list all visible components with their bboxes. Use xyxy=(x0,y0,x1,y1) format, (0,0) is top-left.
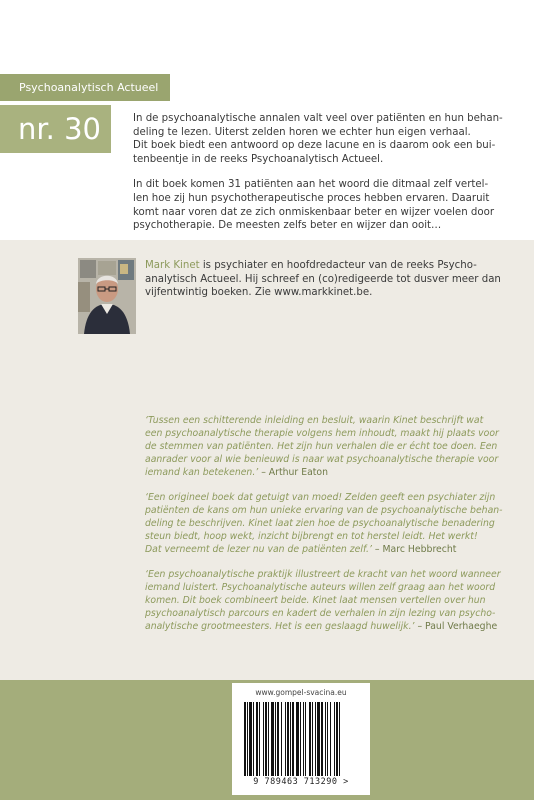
barcode-box xyxy=(232,683,370,795)
review-quotes xyxy=(145,414,523,645)
author-name: Mark Kinet xyxy=(145,260,200,271)
series-number: nr. 30 xyxy=(0,105,111,153)
review-quote-author: – Arthur Eaton xyxy=(258,467,328,478)
author-bio-text: is psychiater en hoofdredacteur van de reeks Psycho- analytisch Actueel. Hij schreef en (co)redigeerde tot dusver meer dan vijfentwintig boeken. Zie www.markkinet.be. xyxy=(145,260,501,299)
review-quote-text: ‘Tussen een schitterende inleiding en besluit, waarin Kinet beschrijft wat een psychoanalytische therapie volgens hem inhoudt, maakt hij plaats voor de stemmen van patiënten. Het zijn hun verhalen die er écht toe doen. Een aanrader voor al wie benieuwd is naar wat psychoanalytische therapie voor iemand kan betekenen.’ xyxy=(145,415,499,478)
review-quote xyxy=(145,568,523,633)
review-quote xyxy=(145,414,523,479)
review-quote-author: – Marc Hebbrecht xyxy=(371,544,457,555)
intro-paragraph-2: In dit boek komen 31 patiënten aan het woord die ditmaal zelf vertel- len hoe zij hun psychotherapeutische proces hebben ervaren. Daaruit komt naar voren dat ze zich onmiskenbaar beter en wijzer voelen door psychotherapie. De meesten zelfs beter en wijzer dan ooit… xyxy=(133,179,495,232)
isbn-number: 9 789463 713290 > xyxy=(253,777,349,787)
author-photo xyxy=(78,258,136,334)
author-bio xyxy=(145,259,515,300)
author-portrait-image xyxy=(78,258,136,334)
isbn-barcode xyxy=(244,702,358,776)
intro-text xyxy=(133,112,508,245)
review-quote xyxy=(145,491,523,556)
series-label: Psychoanalytisch Actueel xyxy=(0,74,170,101)
review-quote-text: ‘Een origineel boek dat getuigt van moed! Zelden geeft een psychiater zijn patiënten de kans om hun unieke ervaring van de psychoanalytische behan- deling te beschrijven. Kinet laat zien hoe de psychoanalytische benadering steun biedt, hoop wekt, inzicht bijbrengt en tot herstel leidt. Het werkt! Dat verneemt de lezer nu van de patiënten zelf.’ xyxy=(145,492,503,555)
review-quote-text: ‘Een psychoanalytische praktijk illustreert de kracht van het woord wanneer iemand luistert. Psychoanalytische auteurs willen zelf graag aan het woord komen. Dit boek combineert beide. Kinet laat mensen vertellen over hun psychoanalytisch parcours en kadert de verhalen in zijn lezing van psycho- analytische grootmeesters. Het is een geslaagd huwelijk.’ xyxy=(145,569,501,632)
publisher-url: www.gompel-svacina.eu xyxy=(255,688,347,697)
review-quote-author: – Paul Verhaeghe xyxy=(414,621,498,632)
intro-paragraph-1: In de psychoanalytische annalen valt veel over patiënten en hun behan- deling te lezen. Uiterst zelden horen we echter hun eigen verhaal. Dit boek biedt een antwoord op deze lacune en is daarom ook een bui- tenbeentje in de reeks Psychoanalytisch Actueel. xyxy=(133,113,503,165)
